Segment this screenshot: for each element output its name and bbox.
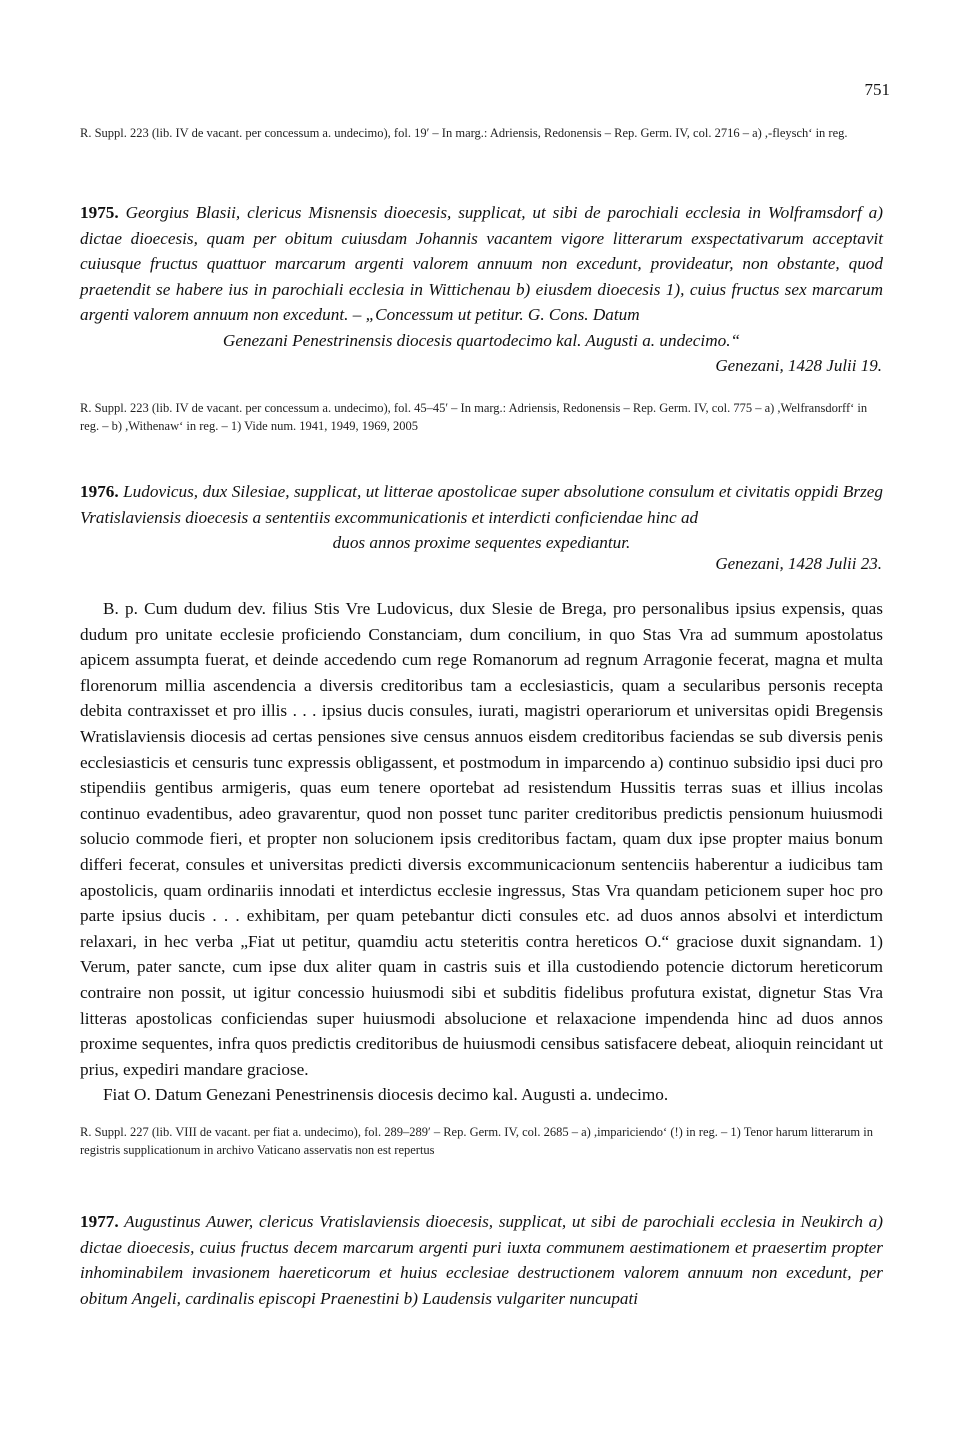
supplication-text — [80, 596, 883, 1108]
page-number: 751 — [864, 80, 890, 99]
entry-1976 — [80, 479, 883, 556]
entry-number: 1977. — [80, 1212, 119, 1231]
entry-summary: Augustinus Auwer, clericus Vratislaviensis dioecesis, supplicat, ut sibi de parochiali ecclesia in Neukirch a) dictae dioecesis, cuius fructus decem marcarum argenti puri iuxta communem aestimationem et praesertim propter inhominabilem invasionem haereticorum et huius ecclesiae destructionem valorem annuum non excedunt, per obitum Angeli, cardinalis episcopi Praenestini b) Laudensis vulgariter nuncupati — [80, 1212, 883, 1308]
entry-number: 1976. — [80, 482, 119, 501]
dateline-1976: Genezani, 1428 Julii 23. — [715, 554, 882, 573]
entry-1975 — [80, 200, 883, 354]
entry-number: 1975. — [80, 203, 119, 222]
entry-summary-end: duos annos proxime sequentes expediantur. — [332, 533, 631, 553]
entry-summary: Georgius Blasii, clericus Misnensis dioecesis, supplicat, ut sibi de parochiali ecclesia in Wolframsdorf a) dictae dioecesis, quam per obitum cuiusdam Johannis vacantem vigore litterarum exspectativarum acceptavit cuiusque fructus quattuor marcarum argenti valorem annuum non excedunt, provideatur, non obstante, quod praetendit se habere ius in parochiali ecclesia in Wittichenau b) eiusdem dioecesis 1), cuius fructus sex marcarum argenti valorem annuum non excedunt. – „Concessum ut petitur. G. Cons. Datum — [80, 203, 883, 325]
supplication-fiat: Fiat O. Datum Genezani Penestrinensis diocesis decimo kal. Augusti a. undecimo. — [103, 1085, 669, 1105]
footnote-1976: R. Suppl. 227 (lib. VIII de vacant. per fiat a. undecimo), fol. 289–289′ – Rep. Germ. IV, col. 2685 – a) ,impariciendo‘ (!) in reg. – 1) Tenor harum litterarum in registris supplicationum in archivo Vaticano asservatis non est repertus — [80, 1125, 873, 1157]
dateline-1975: Genezani, 1428 Julii 19. — [715, 356, 882, 375]
footnote-1975: R. Suppl. 223 (lib. IV de vacant. per concessum a. undecimo), fol. 45–45′ – In marg.: Adriensis, Redonensis – Rep. Germ. IV, col. 775 – a) ,Welfransdorff‘ in reg. – b) ,Withenaw‘ in reg. – 1) Vide num. 1941, 1949, 1969, 2005 — [80, 401, 868, 433]
entry-summary: Ludovicus, dux Silesiae, supplicat, ut litterae apostolicae super absolutione consulum et civitatis oppidi Brzeg Vratislaviensis dioecesis a sententiis excommunicationis et interdicti conficiendae hinc ad — [80, 482, 883, 527]
supplication-body: B. p. Cum dudum dev. filius Stis Vre Ludovicus, dux Slesie de Brega, pro personalibus ipsius expensis, quas dudum pro unitate ecclesie proficiendo Constanciam, dum concilium, in quo Stas Vra ad summum apostolatus apicem assumpta fuerat, et deinde accedendo cum rege Romanorum ad regnum Arragonie fecerat, magna et multa florenorum millia ascendencia a diversis creditoribus tam a ecclesiasticis, quam a secularibus personis recepta debita contraxisset et pro illis . . . ipsius ducis consules, iurati, magistri operariorum et universitas opidi Bregensis Wratislaviensis diocesis ad certas pensiones sive census annuos eisdem creditoribus faciendas se sub diversis penis ecclesiasticis et censuris tunc expressis obligassent, et postmodum in imparcendo a) continuo subsidio ipsi duci pro stipendiis gentibus armigeris, quas eum tenere oportebat ad resistendum Hussitis terras suas et illius incolas continuo evadentibus, adeo gravarentur, quod non posset tunc pariter creditoribus predictis pensionum huiusmodi solucio commode fieri, et propter non solucionem ipsis creditoribus factam, quam dux ipse propter maius bonum differi fecerat, consules et universitas predicti diversis excommunicacionum sentenciis haberentur a iudicibus tam apostolicis, quam ordinariis innodati et interdictus ecclesie ingressus, Stas Vra quandam peticionem super hoc pro parte ipsius ducis . . . exhibitam, per quam petebantur dicti consules etc. ad duos annos absolvi et interdictum relaxari, in hec verba „Fiat ut petitur, quamdiu actu steteritis contra hereticos O.“ graciose duxit signandam. 1) Verum, pater sancte, cum ipse dux aliter quam in castris suis et illa custodiendo potencie dictorum hereticorum contraire non possit, ut igitur concessio huiusmodi sibi et subditis fidelibus profutura existat, dignetur Stas Vra litteras apostolicas conficiendas super huiusmodi absolucione et relaxacione impendenda hinc ad duos annos proxime sequentes, infra quos predictis creditoribus de huiusmodi censibus satisfacere debeat, alioquin reincidant ut prius, expediri mandare graciose. — [80, 599, 883, 1079]
entry-summary-end: Genezani Penestrinensis diocesis quartodecimo kal. Augusti a. undecimo.“ — [222, 330, 741, 350]
footnote-1974: R. Suppl. 223 (lib. IV de vacant. per concessum a. undecimo), fol. 19′ – In marg.: Adriensis, Redonensis – Rep. Germ. IV, col. 2716 – a) ,-fleysch‘ in reg. — [80, 126, 848, 140]
entry-1977 — [80, 1209, 883, 1311]
